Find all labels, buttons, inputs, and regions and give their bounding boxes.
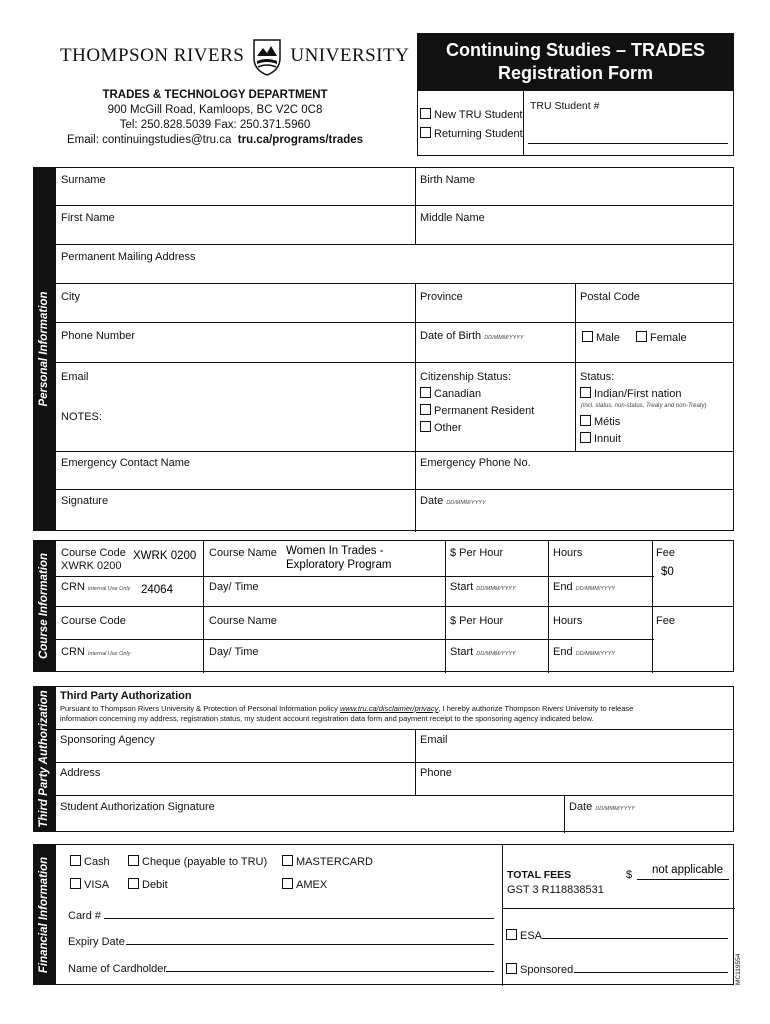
metis-checkbox[interactable] [580, 415, 591, 426]
notes-field[interactable]: NOTES: [61, 411, 102, 423]
date-of-birth-field[interactable] [420, 330, 524, 342]
start-field-2[interactable] [450, 646, 516, 658]
gst-number: GST 3 R118838531 [507, 884, 604, 896]
third-party-sidebar [33, 686, 55, 832]
end-field-2[interactable] [553, 646, 615, 658]
course-info-label: Course Information [38, 552, 50, 660]
mailing-address-field[interactable]: Permanent Mailing Address [61, 251, 196, 263]
department-name: TRADES & TECHNOLOGY DEPARTMENT [102, 89, 328, 101]
crn-field-1[interactable] [61, 581, 130, 593]
first-name-field[interactable]: First Name [61, 212, 115, 224]
city-field[interactable]: City [61, 291, 80, 303]
course-code-printed: XWRK 0200 [61, 560, 122, 572]
new-student-label: New TRU Student [434, 109, 523, 121]
form-title [417, 33, 734, 91]
start-hint-2: DD/MMM/YYYY [476, 651, 516, 657]
fee-value-1[interactable]: $0 [661, 566, 674, 578]
end-label-2: End [553, 646, 573, 658]
crn-hint-2: Internal Use Only [87, 651, 131, 657]
mastercard-label: MASTERCARD [296, 856, 374, 868]
cheque-checkbox[interactable] [128, 855, 139, 866]
debit-option[interactable] [128, 878, 168, 891]
financial-sidebar [33, 844, 55, 985]
emergency-contact-field[interactable]: Emergency Contact Name [61, 457, 190, 469]
tru-student-number-label: TRU Student # [530, 100, 600, 112]
date-of-birth-label: Date of Birth [420, 330, 482, 342]
email-field[interactable]: Email [61, 371, 89, 383]
birth-name-field[interactable]: Birth Name [420, 174, 476, 186]
agency-email-field[interactable]: Email [420, 734, 448, 746]
third-party-text-1: Pursuant to Thompson Rivers University & Protection of Personal Information policy [60, 704, 340, 713]
third-party-section [55, 686, 734, 832]
crn-label-1: CRN [61, 581, 85, 593]
female-label: Female [650, 332, 687, 344]
esa-checkbox[interactable] [506, 929, 517, 940]
department-address: 900 McGill Road, Kamloops, BC V2C 0C8 [107, 104, 323, 116]
cardholder-label: Name of Cardholder [68, 963, 168, 975]
esa-field[interactable] [542, 938, 728, 939]
personal-info-sidebar [33, 167, 55, 531]
cheque-option[interactable] [128, 855, 267, 868]
financial-section [55, 844, 734, 985]
personal-info-label: Personal Information [38, 291, 50, 407]
fee-label-1: Fee [656, 547, 675, 559]
end-field-1[interactable] [553, 581, 615, 593]
other-citizenship-option[interactable] [420, 421, 462, 434]
student-type-options [418, 91, 524, 155]
signature-field[interactable]: Signature [61, 495, 109, 507]
course-code-label-1: Course Code [61, 547, 126, 559]
university-logo [60, 36, 409, 76]
tru-student-number-field[interactable] [528, 143, 728, 144]
female-checkbox[interactable] [636, 331, 647, 342]
metis-option[interactable] [580, 415, 620, 428]
hours-label-1: Hours [553, 547, 583, 559]
amex-checkbox[interactable] [282, 878, 293, 889]
course-info-sidebar [33, 540, 55, 672]
debit-label: Debit [142, 879, 168, 891]
fee-label-2[interactable]: Fee [656, 615, 675, 627]
card-number-label: Card # [68, 910, 102, 922]
signature-date-label: Date [420, 495, 444, 507]
male-label: Male [596, 332, 620, 344]
male-checkbox[interactable] [582, 331, 593, 342]
cash-option[interactable] [70, 855, 110, 868]
end-hint-2: DD/MMM/YYYY [575, 651, 616, 657]
agency-address-field[interactable]: Address [60, 767, 101, 779]
canadian-label: Canadian [434, 388, 482, 400]
crn-field-2[interactable] [61, 646, 130, 658]
esa-option[interactable] [506, 929, 542, 942]
total-fees-box [502, 845, 735, 909]
returning-student-checkbox[interactable] [420, 127, 431, 138]
department-website[interactable]: tru.ca/programs/trades [237, 134, 364, 146]
course-name-value-line1[interactable]: Women In Trades - [286, 545, 384, 557]
start-label-2: Start [450, 646, 474, 658]
course-name-value-line2[interactable]: Exploratory Program [286, 559, 392, 571]
postal-code-field[interactable]: Postal Code [580, 291, 640, 303]
total-fees-dollar: $ [626, 869, 633, 881]
signature-date-hint: DD/MMM/YYYY [446, 500, 486, 506]
amex-label: AMEX [296, 879, 328, 891]
day-time-label-2[interactable]: Day/ Time [209, 646, 259, 658]
amex-option[interactable] [282, 878, 327, 891]
sponsoring-agency-field[interactable]: Sponsoring Agency [60, 734, 155, 746]
mastercard-checkbox[interactable] [282, 855, 293, 866]
course-code-value-1[interactable]: XWRK 0200 [133, 550, 197, 562]
sponsored-checkbox[interactable] [506, 963, 517, 974]
sponsored-option[interactable] [506, 963, 573, 976]
inuit-option[interactable] [580, 432, 621, 445]
department-phone: Tel: 250.828.5039 Fax: 250.371.5960 [119, 119, 311, 131]
middle-name-field[interactable]: Middle Name [420, 212, 485, 224]
canadian-option[interactable] [420, 387, 481, 400]
course-code-label-2[interactable]: Course Code [61, 615, 126, 627]
total-fees-line [637, 879, 729, 880]
indian-checkbox[interactable] [580, 387, 591, 398]
logo-text-left: THOMPSON RIVERS [60, 45, 245, 66]
canadian-checkbox[interactable] [420, 387, 431, 398]
start-hint-1: DD/MMM/YYYY [476, 586, 516, 592]
permanent-resident-option[interactable] [420, 404, 534, 417]
per-hour-label-2[interactable]: $ Per Hour [450, 615, 504, 627]
privacy-policy-link[interactable]: www.tru.ca/disclaimer/privacy [340, 704, 439, 713]
start-field-1[interactable] [450, 581, 516, 593]
visa-option[interactable] [70, 878, 109, 891]
authorization-date-hint: DD/MMM/YYYY [595, 806, 635, 812]
authorization-date-label: Date [569, 801, 593, 813]
inuit-label: Innuit [594, 433, 621, 445]
status-label: Status: [580, 371, 615, 383]
returning-student-option[interactable] [420, 127, 523, 140]
day-time-label-1[interactable]: Day/ Time [209, 581, 259, 593]
female-option[interactable] [636, 331, 687, 344]
agency-phone-field[interactable]: Phone [420, 767, 452, 779]
metis-label: Métis [594, 416, 621, 428]
third-party-text-3: information concerning my address, registration status, my student account registration data form and payment receipt to the sponsoring agency indicated below. [60, 714, 594, 723]
logo-text-right: UNIVERSITY [290, 45, 410, 66]
other-citizenship-checkbox[interactable] [420, 421, 431, 432]
course-info-section [55, 540, 734, 672]
date-of-birth-hint: DD/MMM/YYYY [484, 335, 524, 341]
end-label-1: End [553, 581, 573, 593]
cardholder-field[interactable] [166, 971, 494, 972]
third-party-heading: Third Party Authorization [60, 690, 192, 702]
department-contact [40, 133, 390, 148]
cash-label: Cash [84, 856, 110, 868]
phone-number-field[interactable]: Phone Number [61, 330, 135, 342]
permanent-resident-checkbox[interactable] [420, 404, 431, 415]
crn-value-1[interactable]: 24064 [141, 584, 173, 596]
total-fees-value[interactable]: not applicable [652, 864, 723, 876]
inuit-checkbox[interactable] [580, 432, 591, 443]
crn-hint-1: Internal Use Only [87, 586, 131, 592]
form-title-line1: Continuing Studies – TRADES [446, 40, 705, 60]
surname-field[interactable]: Surname [61, 174, 106, 186]
authorization-signature-field[interactable]: Student Authorization Signature [60, 801, 215, 813]
emergency-phone-field[interactable]: Emergency Phone No. [420, 457, 531, 469]
authorization-date-field[interactable] [569, 801, 635, 813]
debit-checkbox[interactable] [128, 878, 139, 889]
sponsored-label: Sponsored [520, 964, 574, 976]
end-hint-1: DD/MMM/YYYY [575, 586, 616, 592]
returning-student-label: Returning Student [434, 128, 523, 140]
cheque-label: Cheque (payable to TRU) [142, 856, 268, 868]
total-fees-label: TOTAL FEES [507, 869, 572, 881]
indian-note: (incl. status, non-status, Treaty and non-Treaty) [581, 403, 707, 409]
visa-label: VISA [84, 879, 110, 891]
course-name-label-1: Course Name [209, 547, 277, 559]
male-option[interactable] [582, 331, 620, 344]
esa-label: ESA [520, 930, 543, 942]
third-party-statement [60, 704, 730, 724]
other-citizenship-label: Other [434, 422, 462, 434]
personal-info-section [55, 167, 734, 531]
new-student-checkbox[interactable] [420, 108, 431, 119]
expiry-date-field[interactable] [126, 944, 494, 945]
sponsored-field[interactable] [574, 972, 728, 973]
course-name-label-2[interactable]: Course Name [209, 615, 277, 627]
visa-checkbox[interactable] [70, 878, 81, 889]
province-field[interactable]: Province [420, 291, 463, 303]
form-title-line2: Registration Form [497, 63, 653, 83]
mastercard-option[interactable] [282, 855, 373, 868]
third-party-text-2: , I hereby authorize Thompson Rivers University to release [438, 704, 634, 713]
card-number-field[interactable] [104, 918, 494, 919]
form-code-holder [735, 945, 745, 985]
student-type-box [417, 91, 734, 156]
department-info [40, 88, 390, 148]
indian-label: Indian/First nation [594, 388, 682, 400]
third-party-label: Third Party Authorization [38, 690, 50, 828]
financial-label: Financial Information [38, 856, 50, 973]
per-hour-label-1: $ Per Hour [450, 547, 504, 559]
form-code: MC119554 [735, 953, 742, 985]
permanent-resident-label: Permanent Resident [434, 405, 535, 417]
citizenship-label: Citizenship Status: [420, 371, 512, 383]
department-email: Email: continuingstudies@tru.ca [66, 134, 232, 146]
crest-icon [252, 36, 282, 76]
expiry-date-label: Expiry Date [68, 936, 125, 948]
signature-date-field[interactable] [420, 495, 486, 507]
start-label-1: Start [450, 581, 474, 593]
crn-label-2: CRN [61, 646, 85, 658]
new-student-option[interactable] [420, 108, 522, 121]
hours-label-2[interactable]: Hours [553, 615, 583, 627]
indian-option[interactable] [580, 387, 681, 400]
cash-checkbox[interactable] [70, 855, 81, 866]
